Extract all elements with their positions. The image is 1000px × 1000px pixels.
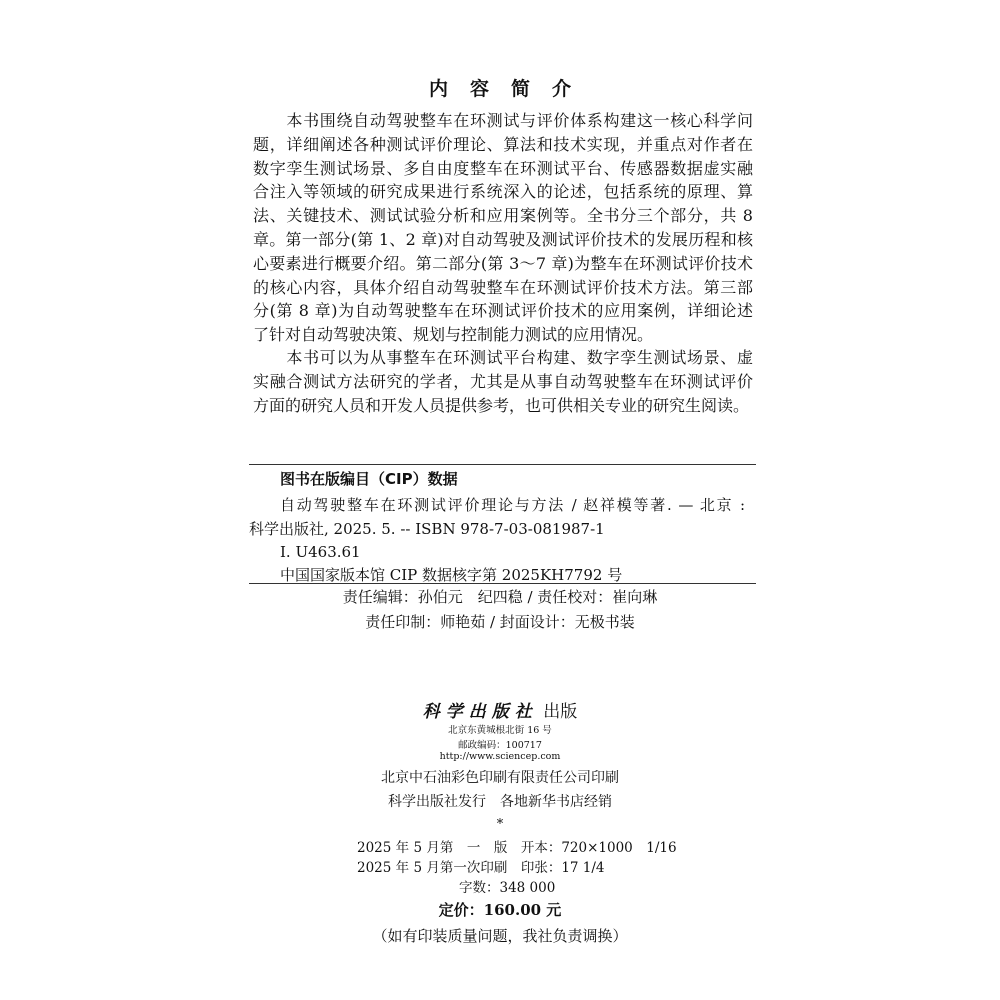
publisher-address: 北京东黄城根北街 16 号 (448, 725, 552, 736)
publisher-line (0, 697, 1000, 722)
paragraph-line: 了针对自动驾驶决策、规划与控制能力测试的应用情况。 (253, 325, 654, 345)
cip-classification-line: Ⅰ. U463.61 (280, 543, 361, 561)
cip-heading: 图书在版编目（CIP）数据 (280, 470, 458, 488)
paragraph-line: 本书可以为从事整车在环测试平台构建、数字孪生测试场景、虚 (253, 348, 753, 367)
intro-paragraph-2 (253, 346, 753, 417)
paragraph-line: 章。第一部分(第 1、2 章)对自动驾驶及测试评价技术的发展历程和核 (253, 229, 753, 249)
intro-title: 内容简介 (428, 78, 593, 100)
edition-line: 2025 年 5 月第 一 版 开本：720×1000 1/16 (357, 840, 677, 856)
distribution-line: 科学出版社发行 各地新华书店经销 (388, 794, 612, 810)
quality-notice-line: （如有印装质量问题，我社负责调换） (372, 927, 628, 945)
cip-title-line: 自动驾驶整车在环测试评价理论与方法 / 赵祥模等著. — 北京 : (280, 496, 745, 514)
paragraph-line: 心要素进行概要介绍。第二部分(第 3～7 章)为整车在环测试评价技术 (253, 253, 753, 273)
cip-top-divider (249, 464, 756, 465)
price-line: 定价：160.00 元 (438, 901, 562, 919)
cip-record-number-line: 中国国家版本馆 CIP 数据核字第 2025KH7792 号 (280, 566, 623, 584)
publisher-name: 科学出版社 (422, 702, 538, 722)
cip-bottom-divider (249, 583, 756, 584)
paragraph-line: 数字孪生测试场景、多自由度整车在环测试平台、传感器数据虚实融 (253, 158, 753, 178)
paragraph-line: 题，详细阐述各种测试评价理论、算法和技术实现，并重点对作者在 (253, 134, 753, 154)
publisher-suffix: 出版 (543, 702, 578, 722)
paragraph-line: 本书围绕自动驾驶整车在环测试与评价体系构建这一核心科学问 (253, 111, 753, 130)
paragraph-line: 的核心内容，具体介绍自动驾驶整车在环测试评价技术方法。第三部 (253, 277, 753, 297)
paragraph-line: 合注入等领域的研究成果进行系统深入的论述，包括系统的原理、算 (253, 182, 753, 202)
word-count-line: 字数：348 000 (459, 880, 556, 896)
paragraph-line: 分(第 8 章)为自动驾驶整车在环测试评价技术的应用案例，详细论述 (253, 301, 753, 321)
printing-line: 2025 年 5 月第一次印刷 印张：17 1/4 (357, 860, 605, 876)
intro-paragraph-1 (253, 109, 753, 347)
separator-star: * (496, 817, 504, 832)
paragraph-line: 法、关键技术、测试试验分析和应用案例等。全书分三个部分，共 8 (253, 206, 753, 226)
printer-line: 北京中石油彩色印刷有限责任公司印刷 (381, 770, 619, 786)
cip-publisher-isbn-line: 科学出版社, 2025. 5. -- ISBN 978-7-03-081987-1 (249, 520, 605, 538)
publisher-postcode: 邮政编码：100717 (458, 740, 542, 751)
paragraph-line: 方面的研究人员和开发人员提供参考，也可供相关专业的研究生阅读。 (253, 395, 750, 415)
editor-credits-line: 责任编辑：孙伯元 纪四稳 / 责任校对：崔向琳 (342, 588, 658, 606)
paragraph-line: 实融合测试方法研究的学者，尤其是从事自动驾驶整车在环测试评价 (253, 371, 753, 391)
publisher-website: http://www.sciencep.com (439, 751, 561, 762)
production-credits-line: 责任印制：师艳茹 / 封面设计：无极书装 (365, 613, 635, 631)
